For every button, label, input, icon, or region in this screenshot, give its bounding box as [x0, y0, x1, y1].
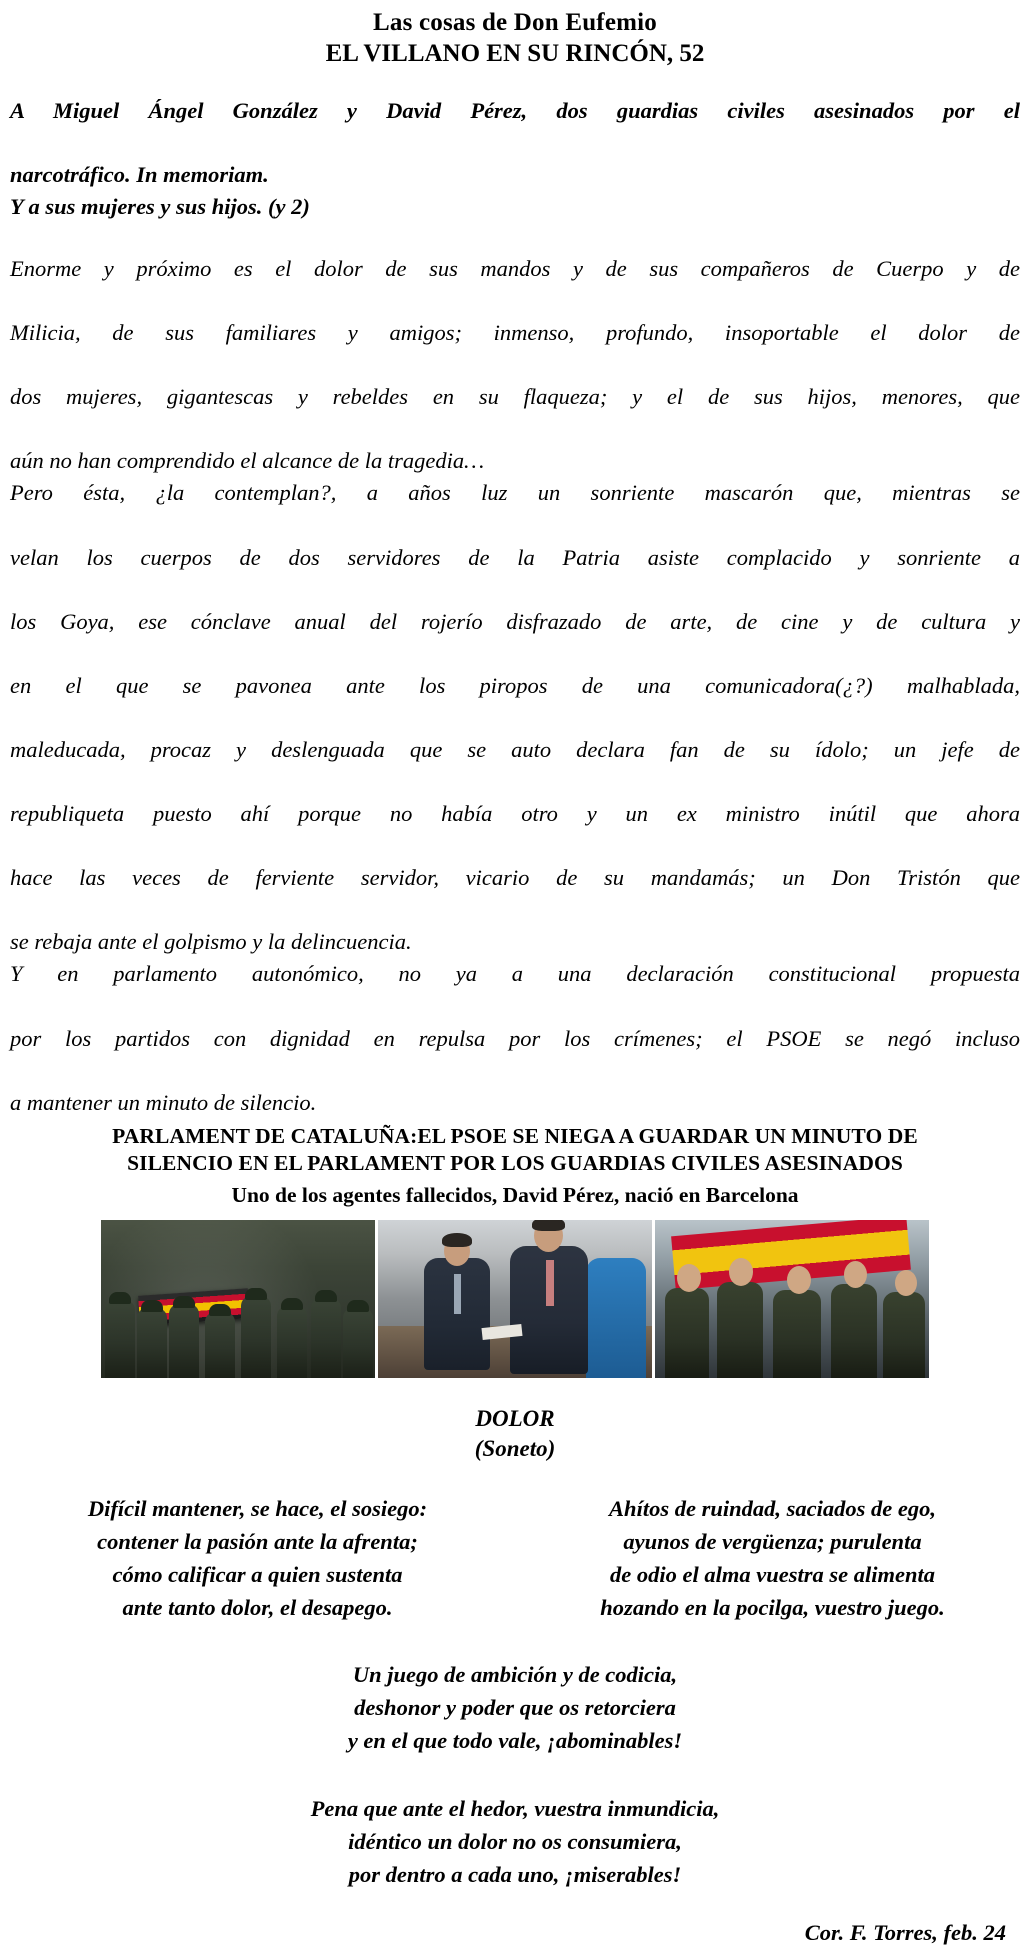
guard-cap-icon	[173, 1296, 195, 1308]
dedication-block	[10, 95, 1020, 223]
prose-line-11: hace las veces de ferviente servidor, vicario de su mandamás; un Don Tristón que	[10, 865, 1020, 891]
poem-quatrains	[10, 1493, 1020, 1624]
poem-verse: ante tanto dolor, el desapego.	[122, 1594, 393, 1620]
header-title: Las cosas de Don Eufemio	[373, 9, 657, 36]
header-subtitle: EL VILLANO EN SU RINCÓN, 52	[325, 40, 705, 67]
prose-line-15: a mantener un minuto de silencio.	[10, 1089, 317, 1115]
guard-figure	[343, 1308, 373, 1378]
pallbearer-head	[844, 1261, 867, 1288]
prose-line-9: maleducada, procaz y deslenguada que se auto declara fan de su ídolo; un jefe de	[10, 736, 1020, 762]
author-signature: Cor. F. Torres, feb. 24	[804, 1919, 1006, 1945]
guard-cap-icon	[141, 1300, 163, 1312]
poem-verse: y en el que todo vale, ¡abominables!	[347, 1727, 683, 1753]
pallbearer-head	[729, 1258, 753, 1286]
guard-figure	[205, 1312, 235, 1378]
poem-verse: Pena que ante el hedor, vuestra inmundicia,	[310, 1796, 720, 1822]
pallbearer-figure	[883, 1292, 925, 1378]
poem-verse: Difícil mantener, se hace, el sosiego:	[87, 1496, 428, 1522]
guard-cap-icon	[347, 1300, 369, 1312]
pallbearer-head	[895, 1270, 917, 1296]
dedication-line-2: narcotráfico. In memoriam.	[10, 162, 269, 188]
poem-verse: por dentro a cada uno, ¡miserables!	[348, 1862, 682, 1888]
guard-cap-icon	[109, 1292, 131, 1304]
news-headline	[10, 1123, 1020, 1178]
pallbearer-head	[787, 1266, 811, 1294]
guard-figure	[241, 1296, 271, 1378]
person-blue-coat	[586, 1258, 646, 1378]
poem-verse: deshonor y poder que os retorciera	[354, 1694, 676, 1720]
pallbearer-head	[677, 1264, 701, 1292]
poem-verse: de odio el alma vuestra se alimenta	[610, 1562, 935, 1588]
prose-line-13: Y en parlamento autonómico, no ya a una declaración constitucional propuesta	[10, 961, 1020, 987]
prose-line-4: aún no han comprendido el alcance de la tragedia…	[10, 448, 485, 474]
poem-stanza-2	[525, 1493, 1020, 1624]
prose-line-7: los Goya, ese cónclave anual del rojerío disfrazado de arte, de cine y de cultura y	[10, 608, 1020, 634]
prose-line-10: republiqueta puesto ahí porque no había otro y un ex ministro inútil que ahora	[10, 801, 1020, 827]
photo-pallbearers-coffin	[655, 1220, 929, 1378]
news-headline-line-2: SILENCIO EN EL PARLAMENT POR LOS GUARDIAS CIVILES ASESINADOS	[127, 1151, 903, 1176]
poem-stanza-3	[10, 1659, 1020, 1758]
pallbearer-figure	[831, 1284, 877, 1378]
pallbearer-figure	[773, 1290, 821, 1378]
dedication-line-1: A Miguel Ángel González y David Pérez, dos guardias civiles asesinados por el	[10, 98, 1020, 124]
guard-figure	[277, 1306, 307, 1378]
guard-figure	[137, 1308, 167, 1378]
prose-line-12: se rebaja ante el golpismo y la delincuencia.	[10, 929, 412, 955]
poem-stanza-1	[10, 1493, 505, 1624]
prose-line-2: Milicia, de sus familiares y amigos; inmenso, profundo, insoportable el dolor de	[10, 320, 1020, 346]
guard-figure	[311, 1298, 341, 1378]
poem-title: DOLOR	[475, 1405, 555, 1431]
prose-line-6: velan los cuerpos de dos servidores de la Patria asiste complacido y sonriente a	[10, 544, 1020, 570]
politician-left-hair	[442, 1233, 472, 1247]
guard-figure	[169, 1304, 199, 1378]
pallbearer-figure	[665, 1288, 709, 1378]
poem-verse: hozando en la pocilga, vuestro juego.	[600, 1594, 945, 1620]
prose-line-8: en el que se pavonea ante los piropos de una comunicadora(¿?) malhablada,	[10, 672, 1020, 698]
prose-line-3: dos mujeres, gigantescas y rebeldes en su flaqueza; y el de sus hijos, menores, que	[10, 384, 1020, 410]
poem-verse: Ahítos de ruindad, saciados de ego,	[609, 1496, 936, 1522]
dedication-line-3: Y a sus mujeres y sus hijos. (y 2)	[10, 194, 310, 220]
guard-figure	[105, 1300, 135, 1378]
prose-line-5: Pero ésta, ¿la contemplan?, a años luz un sonriente mascarón que, mientras se	[10, 480, 1020, 506]
prose-line-1: Enorme y próximo es el dolor de sus mandos y de sus compañeros de Cuerpo y de	[10, 256, 1020, 281]
politician-left-tie	[454, 1274, 461, 1314]
poem-verse: Un juego de ambición y de codicia,	[352, 1661, 678, 1687]
poem-verse: contener la pasión ante la afrenta;	[97, 1529, 418, 1555]
poem-subtitle: (Soneto)	[474, 1435, 556, 1461]
politician-right-hair	[532, 1220, 565, 1231]
guard-cap-icon	[245, 1288, 267, 1300]
pallbearer-figure	[717, 1282, 763, 1378]
poem-verse: idéntico un dolor no os consumiera,	[348, 1829, 682, 1855]
photo-strip	[10, 1220, 1020, 1378]
document-header	[10, 8, 1020, 69]
news-headline-line-1: PARLAMENT DE CATALUÑA:EL PSOE SE NIEGA A GUARDAR UN MINUTO DE	[112, 1123, 918, 1148]
article-body	[10, 253, 1020, 1119]
poem-stanza-4	[10, 1793, 1020, 1892]
news-subheadline: Uno de los agentes fallecidos, David Pérez, nació en Barcelona	[231, 1182, 799, 1207]
poem-verse: ayunos de vergüenza; purulenta	[623, 1529, 922, 1555]
politician-right-tie	[546, 1260, 554, 1306]
guard-cap-icon	[209, 1304, 231, 1316]
photo-funeral-honour-guard	[101, 1220, 375, 1378]
guard-cap-icon	[281, 1298, 303, 1310]
guard-cap-icon	[315, 1290, 337, 1302]
poem-verse: cómo calificar a quien sustenta	[112, 1562, 403, 1588]
photo-parliament-politicians	[378, 1220, 652, 1378]
prose-line-14: por los partidos con dignidad en repulsa por los crímenes; el PSOE se negó incluso	[10, 1025, 1020, 1051]
